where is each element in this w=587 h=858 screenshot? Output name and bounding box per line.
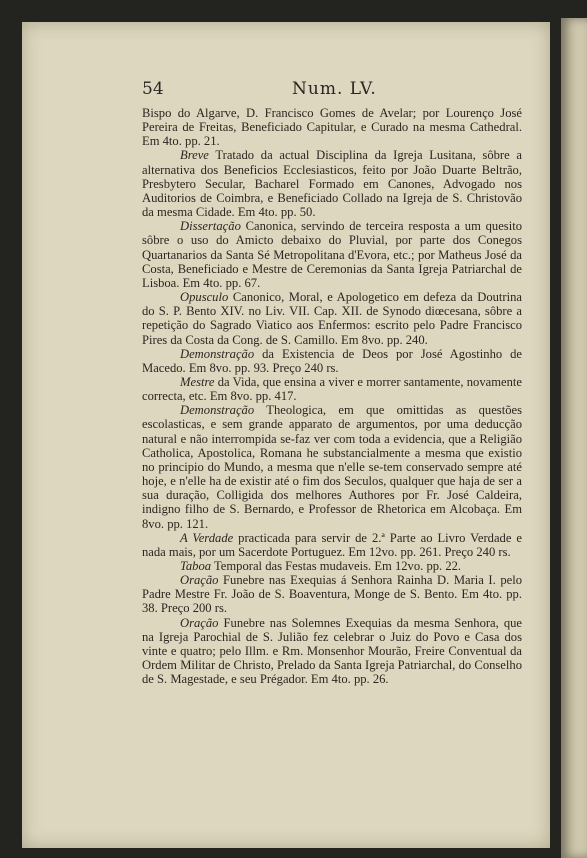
entry-paragraph: [142, 347, 522, 375]
entry-text: Funebre nas Exequias á Senhora Rainha D. Maria I. pelo Padre Mestre Fr. João de S. Boaventura, Monge de S. Bento. Em 4to. pp. 38. Preço 200 rs.: [142, 573, 522, 616]
entry-text: Temporal das Festas mudaveis. Em 12vo. pp. 22.: [213, 559, 462, 573]
entry-paragraph: [142, 403, 522, 530]
entry-paragraph: [142, 559, 522, 573]
entry-paragraph: [142, 219, 522, 290]
entry-text: da Existencia de Deos por José Agostinho de Macedo. Em 8vo. pp. 93. Preço 240 rs.: [142, 346, 522, 375]
entry-title: Demonstração: [180, 346, 255, 361]
entry-title: Mestre: [180, 374, 215, 389]
entry-title: Opusculo: [180, 290, 229, 305]
entry-title: Breve: [180, 148, 209, 163]
entry-text: Canonica, servindo de terceira resposta a um quesito sôbre o uso do Amicto debaixo do Pluvial, por parte dos Conegos Quartanarios da Santa Sé Metropolitana d'Evora, etc.; por Matheus José da Costa, Beneficiado e Mestre de Ceremonias da Santa Igreja Patriarchal de Lisboa. Em 4to. pp. 67.: [142, 219, 522, 290]
text-block: [142, 106, 522, 686]
entry-text: da Vida, que ensina a viver e morrer santamente, novamente correcta, etc. Em 8vo. pp. 417.: [142, 374, 523, 404]
entry-title: Oração: [180, 573, 219, 588]
entry-paragraph: [142, 148, 522, 219]
page-header: [142, 79, 522, 101]
entry-title: Oração: [180, 615, 219, 630]
entry-paragraph: [142, 290, 522, 347]
entry-title: A Verdade: [180, 530, 234, 545]
entry-title: Demonstração: [180, 403, 255, 418]
entry-text: Theologica, em que omittidas as questões escolasticas, e sem grande apparato de argumentos, por uma deducção natural e não interrompida se-faz ver com toda a evidencia, que a Religião Catholica, Apostolica, Romana he substancialmente a mesma que existio no principio do Mundo, a mesma que n'elle se-tem conservado sempre até hoje, e n'elle ha de existir até o fim dos Seculos, qualquer que haja de ser a sua duração, Colligida dos melhores Authores por Fr. José Caldeira, indigno filho de S. Bernardo, e Professor de Rhetorica em Alcobaça. Em 8vo. pp. 121.: [142, 403, 522, 531]
entry-text: Bispo do Algarve, D. Francisco Gomes de Avelar; por Lourenço José Pereira de Freitas, Beneficiado Capitular, e Curado na mesma Cathedral. Em 4to. pp. 21.: [142, 106, 522, 149]
entry-text: practicada para servir de 2.ª Parte ao Livro Verdade e nada mais, por um Sacerdote Portuguez. Em 12vo. pp. 261. Preço 240 rs.: [142, 530, 522, 559]
entry-text: Canonico, Moral, e Apologetico em defeza da Doutrina do S. P. Bento XIV. no Liv. VII. Cap. XII. de Synodo diœcesana, sôbre a repetição do Sagrado Viatico aos Enfermos: escrito pelo Padre Francisco Pires da Costa da Cong. de S. Camillo. Em 8vo. pp. 240.: [142, 290, 522, 347]
entry-paragraph: [142, 573, 522, 615]
running-head: Num. LV.: [292, 79, 377, 99]
entry-title: Dissertação: [180, 219, 241, 234]
entry-text: Funebre nas Solemnes Exequias da mesma Senhora, que na Igreja Parochial de S. Julião fez celebrar o Juiz do Povo e Casa dos vinte e quatro; pelo Illm. e Rm. Monsenhor Mourão, Freire Conventual da Ordem Militar de Christo, Prelado da Santa Igreja Patriarchal, do Conselho de S. Magestade, e seu Prégador. Em 4to. pp. 26.: [142, 615, 523, 687]
entry-paragraph: [142, 616, 522, 687]
entry-paragraph: [142, 375, 522, 403]
entry-paragraph: [142, 106, 522, 148]
adjacent-page-edge: [561, 18, 587, 858]
entry-text: Tratado da actual Disciplina da Igreja Lusitana, sôbre a alternativa dos Beneficios Ecclesiasticos, feito por João Duarte Beltrão, Presbytero Secular, Bacharel Formado em Canones, Advogado nos Auditorios de Coimbra, e Beneficiado Collado na Igreja de S. Christovão da mesma Cidade. Em 4to. pp. 50.: [142, 148, 522, 220]
page-number: 54: [142, 79, 164, 99]
entry-paragraph: [142, 531, 522, 559]
entry-title: Taboa: [180, 559, 212, 573]
